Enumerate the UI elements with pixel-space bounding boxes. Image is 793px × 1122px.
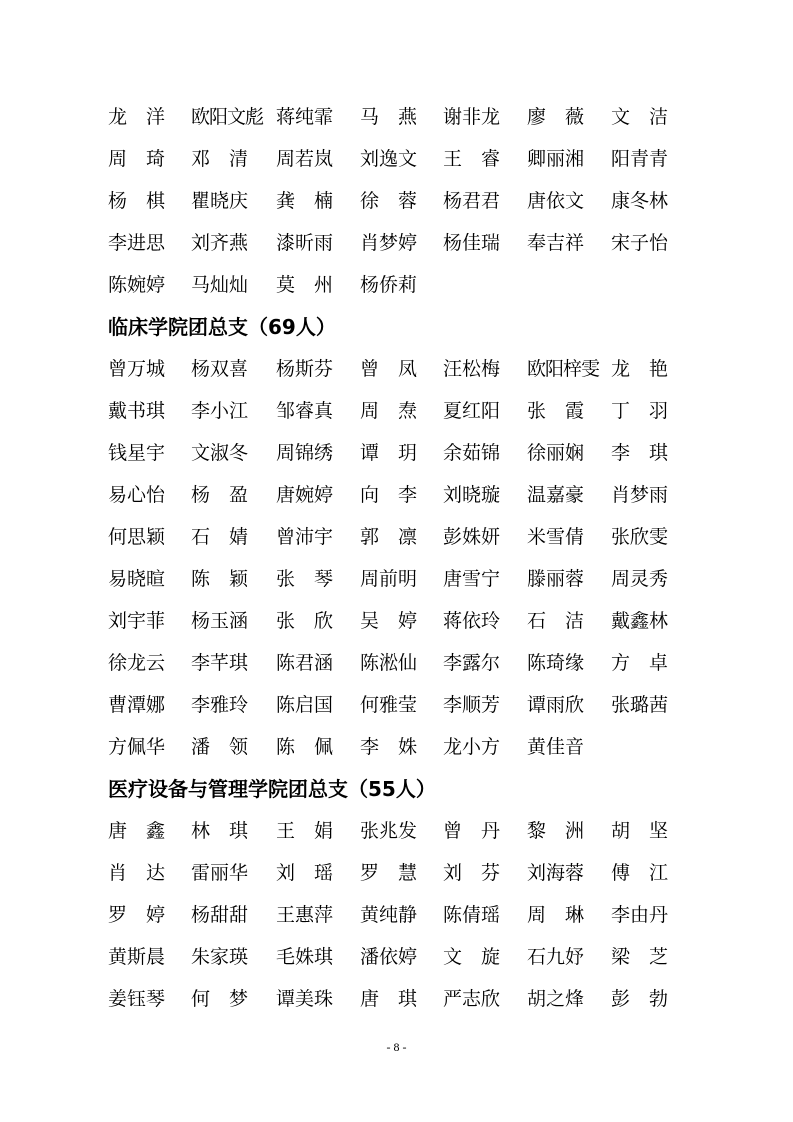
person-name: 杨玉涵 [191, 610, 249, 632]
person-name: 李进思 [108, 232, 166, 254]
person-name: 曾沛宇 [276, 526, 334, 548]
name-row [0, 690, 793, 720]
person-name: 刘逸文 [360, 148, 418, 170]
person-name: 杨侨莉 [360, 274, 418, 296]
name-row [0, 396, 793, 426]
person-name: 马 燕 [360, 106, 418, 128]
name-row [0, 732, 793, 762]
person-name: 雷丽华 [191, 862, 249, 884]
name-row [0, 942, 793, 972]
person-name: 罗 婷 [108, 904, 166, 926]
person-name: 徐丽娴 [527, 442, 585, 464]
person-name: 李小江 [191, 400, 249, 422]
name-row [0, 900, 793, 930]
person-name: 李雅玲 [191, 694, 249, 716]
person-name: 易心怡 [108, 484, 166, 506]
person-name: 钱星宇 [108, 442, 166, 464]
person-name: 李露尔 [443, 652, 501, 674]
section-heading: 临床学院团总支（69人） [108, 315, 336, 339]
person-name: 陈琦缘 [527, 652, 585, 674]
name-row [0, 438, 793, 468]
person-name: 曾 丹 [443, 820, 501, 842]
person-name: 周若岚 [276, 148, 334, 170]
person-name: 刘齐燕 [191, 232, 249, 254]
person-name: 宋子怡 [611, 232, 669, 254]
person-name: 何雅莹 [360, 694, 418, 716]
person-name: 文 洁 [611, 106, 669, 128]
person-name: 石九妤 [527, 946, 585, 968]
person-name: 夏红阳 [443, 400, 501, 422]
person-name: 周 琳 [527, 904, 585, 926]
person-name: 朱家瑛 [191, 946, 249, 968]
person-name: 杨斯芬 [276, 358, 334, 380]
person-name: 徐龙云 [108, 652, 166, 674]
person-name: 谭 玥 [360, 442, 418, 464]
person-name: 唐 琪 [360, 988, 418, 1010]
person-name: 龙 洋 [108, 106, 166, 128]
person-name: 唐婉婷 [276, 484, 334, 506]
person-name: 周灵秀 [611, 568, 669, 590]
name-row [0, 606, 793, 636]
person-name: 文 旋 [443, 946, 501, 968]
person-name: 张 琴 [276, 568, 334, 590]
person-name: 汪松梅 [443, 358, 501, 380]
person-name: 黄纯静 [360, 904, 418, 926]
person-name: 陈 颖 [191, 568, 249, 590]
person-name: 马灿灿 [191, 274, 249, 296]
person-name: 黄佳音 [527, 736, 585, 758]
name-row [0, 816, 793, 846]
person-name: 严志欣 [443, 988, 501, 1010]
person-name: 欧阳文彪 [191, 106, 264, 128]
name-row [0, 522, 793, 552]
person-name: 唐 鑫 [108, 820, 166, 842]
name-row [0, 102, 793, 132]
person-name: 潘 领 [191, 736, 249, 758]
person-name: 杨甜甜 [191, 904, 249, 926]
person-name: 李由丹 [611, 904, 669, 926]
person-name: 毛姝琪 [276, 946, 334, 968]
person-name: 曹潭娜 [108, 694, 166, 716]
name-row [0, 186, 793, 216]
person-name: 余茹锦 [443, 442, 501, 464]
person-name: 肖 达 [108, 862, 166, 884]
person-name: 潘依婷 [360, 946, 418, 968]
person-name: 蒋纯霏 [276, 106, 334, 128]
person-name: 刘 芬 [443, 862, 501, 884]
person-name: 徐 蓉 [360, 190, 418, 212]
person-name: 张璐茜 [611, 694, 669, 716]
person-name: 温嘉豪 [527, 484, 585, 506]
person-name: 周 焘 [360, 400, 418, 422]
person-name: 陈淞仙 [360, 652, 418, 674]
person-name: 张 霞 [527, 400, 585, 422]
person-name: 唐雪宁 [443, 568, 501, 590]
person-name: 奉吉祥 [527, 232, 585, 254]
person-name: 杨 盈 [191, 484, 249, 506]
person-name: 李 姝 [360, 736, 418, 758]
person-name: 邓 清 [191, 148, 249, 170]
person-name: 张 欣 [276, 610, 334, 632]
person-name: 梁 芝 [611, 946, 669, 968]
name-row [0, 480, 793, 510]
person-name: 唐依文 [527, 190, 585, 212]
person-name: 米雪倩 [527, 526, 585, 548]
person-name: 刘晓璇 [443, 484, 501, 506]
person-name: 方佩华 [108, 736, 166, 758]
person-name: 彭 勃 [611, 988, 669, 1010]
person-name: 阳青青 [611, 148, 669, 170]
name-row [0, 648, 793, 678]
person-name: 戴书琪 [108, 400, 166, 422]
person-name: 谢非龙 [443, 106, 501, 128]
person-name: 向 李 [360, 484, 418, 506]
person-name: 肖梦雨 [611, 484, 669, 506]
section-heading: 医疗设备与管理学院团总支（55人） [108, 777, 436, 801]
person-name: 彭姝妍 [443, 526, 501, 548]
person-name: 张欣雯 [611, 526, 669, 548]
person-name: 陈倩瑶 [443, 904, 501, 926]
person-name: 胡之烽 [527, 988, 585, 1010]
name-row [0, 564, 793, 594]
person-name: 郭 凛 [360, 526, 418, 548]
name-row [0, 354, 793, 384]
person-name: 王惠萍 [276, 904, 334, 926]
person-name: 胡 坚 [611, 820, 669, 842]
person-name: 曾 凤 [360, 358, 418, 380]
person-name: 傅 江 [611, 862, 669, 884]
person-name: 刘海蓉 [527, 862, 585, 884]
person-name: 吴 婷 [360, 610, 418, 632]
name-row [0, 858, 793, 888]
person-name: 刘 瑶 [276, 862, 334, 884]
person-name: 何思颖 [108, 526, 166, 548]
person-name: 周锦绣 [276, 442, 334, 464]
person-name: 滕丽蓉 [527, 568, 585, 590]
person-name: 肖梦婷 [360, 232, 418, 254]
person-name: 陈启国 [276, 694, 334, 716]
person-name: 杨双喜 [191, 358, 249, 380]
person-name: 龙小方 [443, 736, 501, 758]
page-number: - 8 - [386, 1040, 407, 1054]
person-name: 文淑冬 [191, 442, 249, 464]
name-row [0, 270, 793, 300]
person-name: 石 婧 [191, 526, 249, 548]
name-row [0, 984, 793, 1014]
person-name: 周 琦 [108, 148, 166, 170]
person-name: 卿丽湘 [527, 148, 585, 170]
person-name: 谭美珠 [276, 988, 334, 1010]
person-name: 曾万城 [108, 358, 166, 380]
person-name: 蒋依玲 [443, 610, 501, 632]
person-name: 龚 楠 [276, 190, 334, 212]
person-name: 李 琪 [611, 442, 669, 464]
person-name: 瞿晓庆 [191, 190, 249, 212]
person-name: 欧阳梓雯 [527, 358, 600, 380]
person-name: 李顺芳 [443, 694, 501, 716]
person-name: 龙 艳 [611, 358, 669, 380]
person-name: 王 娟 [276, 820, 334, 842]
person-name: 陈婉婷 [108, 274, 166, 296]
person-name: 石 洁 [527, 610, 585, 632]
person-name: 李芊琪 [191, 652, 249, 674]
person-name: 周前明 [360, 568, 418, 590]
person-name: 陈君涵 [276, 652, 334, 674]
person-name: 林 琪 [191, 820, 249, 842]
person-name: 丁 羽 [611, 400, 669, 422]
person-name: 谭雨欣 [527, 694, 585, 716]
person-name: 张兆发 [360, 820, 418, 842]
name-row [0, 228, 793, 258]
person-name: 易晓暄 [108, 568, 166, 590]
person-name: 刘宇菲 [108, 610, 166, 632]
person-name: 廖 薇 [527, 106, 585, 128]
person-name: 邹睿真 [276, 400, 334, 422]
person-name: 漆昕雨 [276, 232, 334, 254]
person-name: 康冬林 [611, 190, 669, 212]
person-name: 王 睿 [443, 148, 501, 170]
person-name: 杨佳瑞 [443, 232, 501, 254]
person-name: 莫 州 [276, 274, 334, 296]
person-name: 姜钰琴 [108, 988, 166, 1010]
person-name: 黄斯晨 [108, 946, 166, 968]
person-name: 罗 慧 [360, 862, 418, 884]
person-name: 黎 洲 [527, 820, 585, 842]
person-name: 杨 棋 [108, 190, 166, 212]
person-name: 陈 佩 [276, 736, 334, 758]
person-name: 方 卓 [611, 652, 669, 674]
name-row [0, 144, 793, 174]
person-name: 何 梦 [191, 988, 249, 1010]
person-name: 戴鑫林 [611, 610, 669, 632]
person-name: 杨君君 [443, 190, 501, 212]
